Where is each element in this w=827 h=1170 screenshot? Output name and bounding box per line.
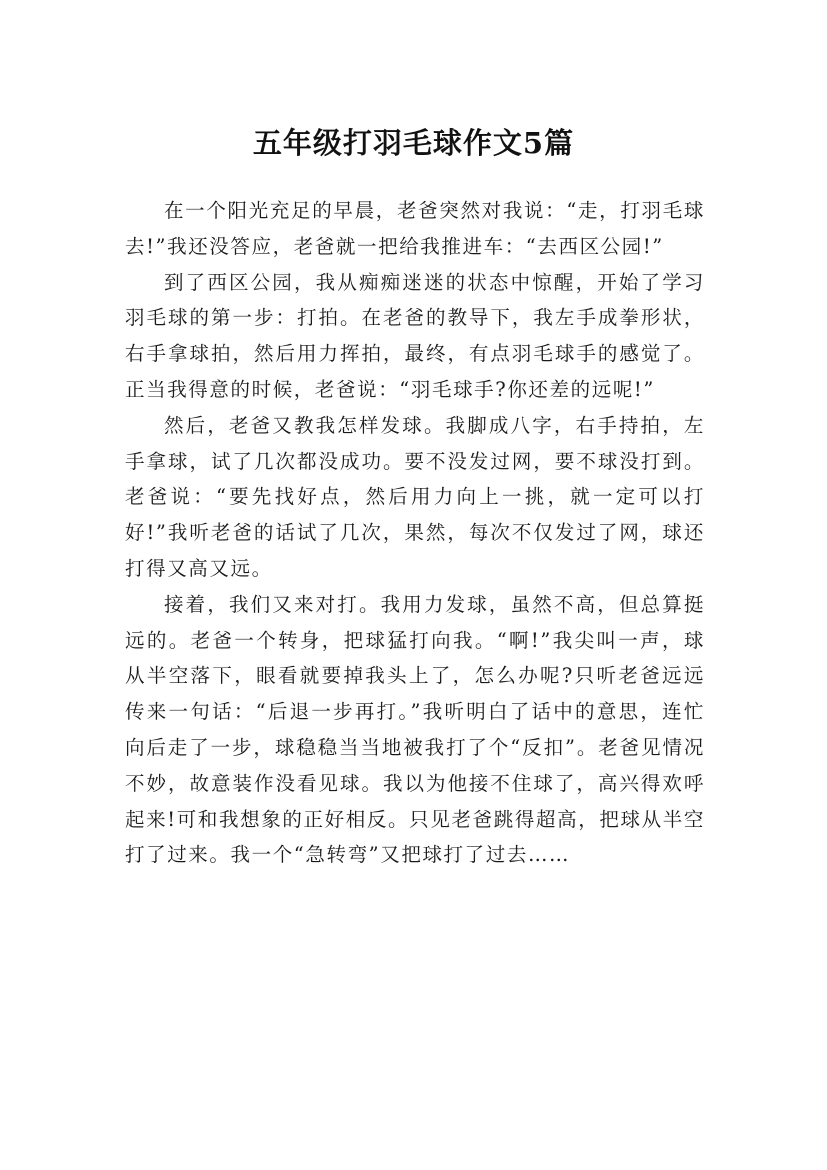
document-title: 五年级打羽毛球作文5篇 <box>252 126 575 161</box>
paragraph-4: 接着，我们又来对打。我用力发球，虽然不高，但总算挺远的。老爸一个转身，把球猛打向我。“啊!”我尖叫一声，球从半空落下，眼看就要掉我头上了，怎么办呢?只听老爸远远传来一句话：“后退一步再打。”我听明白了话中的意思，连忙向后走了一步，球稳稳当当地被我打了个“反扣”。老爸见情况不妙，故意装作没看见球。我以为他接不住球了，高兴得欢呼起来!可和我想象的正好相反。只见老爸跳得超高，把球从半空打了过来。我一个“急转弯”又把球打了过去…… <box>125 592 705 867</box>
document-body <box>125 193 705 873</box>
paragraph-3: 然后，老爸又教我怎样发球。我脚成八字，右手持拍，左手拿球，试了几次都没成功。要不没发过网，要不球没打到。老爸说：“要先找好点，然后用力向上一挑，就一定可以打好!”我听老爸的话试了几次，果然，每次不仅发过了网，球还打得又高又远。 <box>125 413 705 580</box>
paragraph-2: 到了西区公园，我从痴痴迷迷的状态中惊醒，开始了学习羽毛球的第一步：打拍。在老爸的教导下，我左手成拳形状，右手拿球拍，然后用力挥拍，最终，有点羽毛球手的感觉了。正当我得意的时候，老爸说：“羽毛球手?你还差的远呢!” <box>125 270 705 401</box>
paragraph-1: 在一个阳光充足的早晨，老爸突然对我说：“走，打羽毛球去!”我还没答应，老爸就一把给我推进车：“去西区公园!” <box>125 199 705 258</box>
